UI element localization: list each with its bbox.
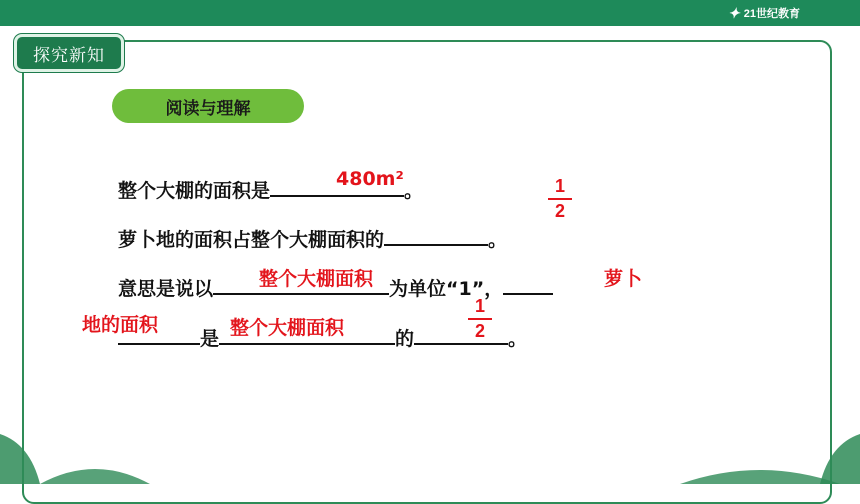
- leaf-decoration-bottom-right: [680, 454, 840, 484]
- question-line-2: [118, 225, 507, 252]
- brand-logo: [728, 4, 800, 22]
- question-text: 为单位“1”，: [389, 278, 504, 300]
- fraction-denominator: 2: [554, 201, 565, 221]
- leaf-decoration-bottom-left: [40, 454, 150, 484]
- answer-fraction-1: [548, 176, 572, 222]
- question-text: 整个大棚的面积是: [118, 180, 271, 202]
- period: 。: [488, 229, 508, 251]
- fraction-bar: [548, 198, 572, 200]
- answer-whole: 整个大棚面积: [230, 317, 345, 339]
- answer-part-a: 萝卜: [604, 268, 643, 290]
- answer-blank: [118, 325, 200, 345]
- question-text: 的: [395, 328, 415, 350]
- answer-unit: 整个大棚面积: [259, 268, 374, 290]
- header-bar: [0, 0, 860, 26]
- period: 。: [508, 328, 528, 350]
- question-text: 是: [200, 328, 220, 350]
- answer-blank: [384, 226, 488, 246]
- fraction-numerator: 1: [474, 296, 485, 316]
- answer-part-b: 地的面积: [82, 314, 159, 336]
- runner-icon: ✦: [728, 4, 740, 21]
- period: 。: [404, 180, 424, 202]
- question-text: 意思是说以: [118, 278, 214, 300]
- fraction-denominator: 2: [474, 321, 485, 341]
- answer-blank: [503, 275, 553, 295]
- question-text: 萝卜地的面积占整个大棚面积的: [118, 229, 385, 251]
- answer-area: 480m²: [336, 168, 404, 190]
- fraction-bar: [468, 318, 492, 320]
- answer-blank: [414, 325, 508, 345]
- section-badge: 探究新知: [14, 34, 124, 72]
- logo-text: 21世纪教育: [743, 8, 800, 20]
- fraction-numerator: 1: [554, 176, 565, 196]
- subsection-pill: 阅读与理解: [112, 89, 304, 123]
- answer-fraction-2: [468, 296, 492, 342]
